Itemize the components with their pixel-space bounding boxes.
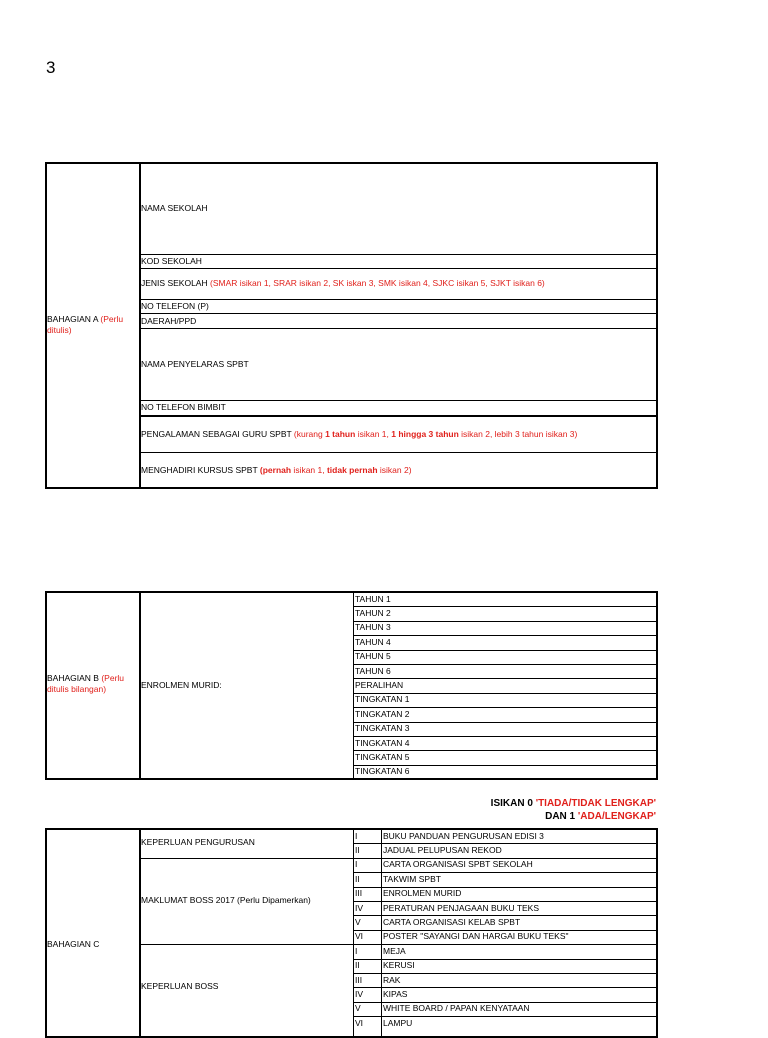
enrolmen-row-divider — [354, 635, 658, 636]
daerah-label: DAERAH/PPD — [141, 316, 197, 326]
row-divider — [140, 415, 658, 417]
row-divider — [140, 400, 658, 401]
kursus-label: MENGHADIRI KURSUS SPBT (pernah isikan 1, tidak pernah isikan 2) — [141, 465, 412, 475]
group-label: KEPERLUAN BOSS — [141, 981, 219, 992]
item-number: I — [355, 945, 358, 956]
item-number: I — [355, 859, 358, 870]
item-text: WHITE BOARD / PAPAN KENYATAAN — [383, 1003, 530, 1014]
group-label: MAKLUMAT BOSS 2017 (Perlu Dipamerkan) — [141, 895, 311, 905]
item-row-divider — [354, 959, 658, 960]
item-row-divider — [140, 858, 658, 859]
enrolmen-level-label: TAHUN 2 — [355, 607, 391, 618]
item-number: III — [355, 888, 363, 899]
item-text: KIPAS — [383, 988, 408, 999]
item-number: VI — [355, 931, 364, 942]
no-bimbit-label: NO TELEFON BIMBIT — [141, 402, 226, 412]
isikan-line-2: DAN 1 'ADA/LENGKAP' — [545, 811, 656, 822]
enrolmen-level-label: TINGKATAN 3 — [355, 723, 410, 734]
item-row-divider — [354, 843, 658, 844]
item-row-divider — [354, 973, 658, 974]
kod-sekolah-label: KOD SEKOLAH — [141, 256, 202, 266]
item-number: IV — [355, 988, 364, 999]
item-number: VI — [355, 1017, 364, 1028]
enrolmen-row-divider — [354, 664, 658, 665]
enrolmen-row-divider — [354, 765, 658, 766]
item-row-divider — [354, 930, 658, 931]
enrolmen-level-label: TAHUN 3 — [355, 622, 391, 633]
item-text: CARTA ORGANISASI KELAB SPBT — [383, 916, 521, 927]
enrolmen-row-divider — [354, 693, 658, 694]
item-number: II — [355, 960, 360, 971]
enrolmen-level-label: TINGKATAN 5 — [355, 751, 410, 762]
enrolmen-label: ENROLMEN MURID: — [141, 680, 222, 690]
jenis-sekolah-label: JENIS SEKOLAH (SMAR isikan 1, SRAR isikan 2, SK iskan 3, SMK isikan 4, SJKC isikan 5, SJKT isikan 6) — [141, 278, 545, 288]
enrolmen-level-label: TAHUN 1 — [355, 593, 391, 604]
item-number: III — [355, 974, 363, 985]
section-b-divider-2 — [353, 591, 354, 780]
no-telefon-p-label: NO TELEFON (P) — [141, 301, 209, 311]
item-row-divider — [354, 987, 658, 988]
item-number: I — [355, 830, 358, 841]
group-label: KEPERLUAN PENGURUSAN — [141, 837, 255, 848]
item-row-divider — [354, 915, 658, 916]
item-text: TAKWIM SPBT — [383, 873, 441, 884]
section-c-label: BAHAGIAN C — [47, 939, 100, 949]
enrolmen-level-label: TINGKATAN 6 — [355, 766, 410, 777]
row-divider — [140, 254, 658, 255]
item-text: CARTA ORGANISASI SPBT SEKOLAH — [383, 859, 533, 870]
nama-penyelaras-label: NAMA PENYELARAS SPBT — [141, 359, 249, 369]
item-text: JADUAL PELUPUSAN REKOD — [383, 844, 502, 855]
enrolmen-level-label: TAHUN 6 — [355, 665, 391, 676]
row-divider — [140, 299, 658, 300]
item-number: V — [355, 1003, 361, 1014]
pengalaman-note: (kurang 1 tahun isikan 1, 1 hingga 3 tahun isikan 2, lebih 3 tahun isikan 3) — [293, 429, 578, 439]
enrolmen-level-label: PERALIHAN — [355, 679, 404, 690]
isikan-line-1: ISIKAN 0 'TIADA/TIDAK LENGKAP' — [490, 798, 656, 809]
row-divider — [140, 268, 658, 269]
jenis-sekolah-note: (SMAR isikan 1, SRAR isikan 2, SK iskan 3, SMK isikan 4, SJKC isikan 5, SJKT isikan 6) — [209, 278, 545, 288]
item-text: LAMPU — [383, 1017, 413, 1028]
kursus-note: (pernah isikan 1, tidak pernah isikan 2) — [259, 465, 412, 475]
item-row-divider — [354, 1016, 658, 1017]
item-row-divider — [354, 1002, 658, 1003]
nama-sekolah-label: NAMA SEKOLAH — [141, 203, 208, 213]
item-text: PERATURAN PENJAGAAN BUKU TEKS — [383, 902, 540, 913]
item-text: ENROLMEN MURID — [383, 888, 462, 899]
item-number: IV — [355, 902, 364, 913]
enrolmen-row-divider — [354, 650, 658, 651]
item-row-divider — [354, 887, 658, 888]
row-divider — [140, 328, 658, 329]
enrolmen-level-label: TAHUN 4 — [355, 636, 391, 647]
section-c-divider-2 — [353, 828, 354, 1038]
enrolmen-level-label: TINGKATAN 1 — [355, 694, 410, 705]
enrolmen-row-divider — [354, 750, 658, 751]
section-b-label: BAHAGIAN B (Perlu ditulis bilangan) — [47, 673, 125, 694]
item-number: II — [355, 873, 360, 884]
item-number: II — [355, 844, 360, 855]
enrolmen-row-divider — [354, 736, 658, 737]
enrolmen-row-divider — [354, 707, 658, 708]
page-number: 3 — [46, 58, 56, 77]
item-row-divider — [140, 944, 658, 945]
item-row-divider — [354, 872, 658, 873]
enrolmen-level-label: TINGKATAN 4 — [355, 737, 410, 748]
enrolmen-row-divider — [354, 722, 658, 723]
enrolmen-row-divider — [354, 621, 658, 622]
pengalaman-label: PENGALAMAN SEBAGAI GURU SPBT (kurang 1 tahun isikan 1, 1 hingga 3 tahun isikan 2, lebih 3 tahun isikan 3) — [141, 429, 578, 439]
section-c-divider-3 — [381, 828, 382, 1038]
item-row-divider — [354, 901, 658, 902]
section-a-label: BAHAGIAN A (Perlu ditulis) — [47, 314, 124, 335]
row-divider — [140, 452, 658, 453]
item-number: V — [355, 916, 361, 927]
item-text: KERUSI — [383, 960, 415, 971]
enrolmen-row-divider — [354, 606, 658, 607]
row-divider — [140, 313, 658, 314]
item-text: BUKU PANDUAN PENGURUSAN EDISI 3 — [383, 830, 544, 841]
enrolmen-level-label: TINGKATAN 2 — [355, 708, 410, 719]
enrolmen-level-label: TAHUN 5 — [355, 651, 391, 662]
item-text: POSTER "SAYANGI DAN HARGAI BUKU TEKS" — [383, 931, 569, 942]
item-text: RAK — [383, 974, 401, 985]
section-c-divider-1 — [139, 828, 141, 1038]
item-text: MEJA — [383, 945, 406, 956]
enrolmen-row-divider — [354, 678, 658, 679]
